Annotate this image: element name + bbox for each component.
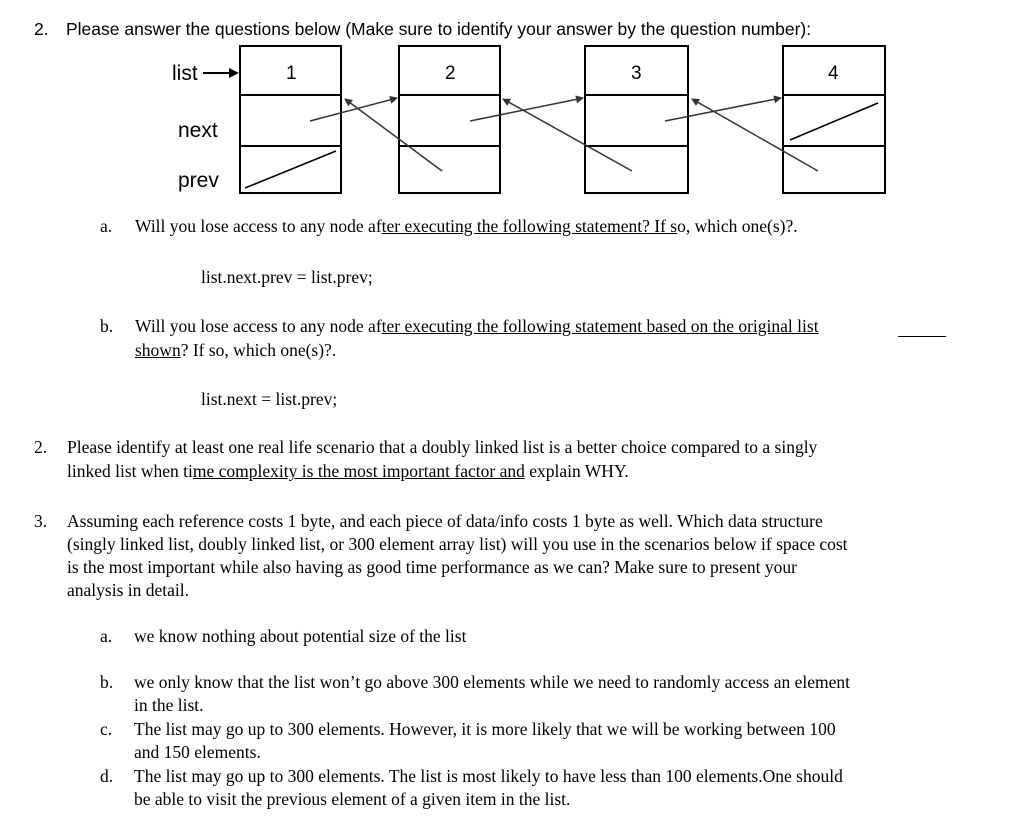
q3c-letter: c.	[100, 719, 113, 739]
q3c-text: The list may go up to 300 elements. However, it is more likely that we will be working between 100	[134, 719, 836, 739]
q3b-letter: b.	[100, 672, 114, 692]
list-pointer-arrowhead	[229, 68, 239, 78]
q3a-letter: a.	[100, 626, 113, 646]
q2b-line2-underlined: shown	[135, 340, 181, 360]
q3-line-2: (singly linked list, doubly linked list, or 300 element array list) will you use in the scenarios below if space cost	[67, 534, 848, 554]
q3-number: 3.	[34, 511, 48, 531]
q2-scenario-line1: Please identify at least one real life scenario that a doubly linked list is a better choice compared to a singly	[67, 437, 818, 457]
node-1-box	[240, 46, 341, 193]
q2a-code: list.next.prev = list.prev;	[201, 267, 373, 287]
q2a-text: Will you lose access to any node af	[135, 216, 382, 236]
prev-pointer-2-1	[345, 99, 442, 171]
q2b-text: Will you lose access to any node af	[135, 316, 382, 336]
q3-item-c	[100, 719, 836, 740]
prev-label: prev	[178, 169, 219, 192]
node-4-null-next	[790, 103, 878, 140]
q3-item-b	[100, 672, 850, 693]
q2-scenario-line2-tail: explain WHY.	[524, 461, 629, 481]
q2b-letter: b.	[100, 316, 114, 336]
node-3-box	[585, 46, 688, 193]
q2a-letter: a.	[100, 216, 113, 236]
q3-line-1	[34, 511, 823, 532]
q2-part-b-line2	[135, 340, 336, 361]
q3-item-a	[100, 626, 466, 647]
q2-scenario-line2	[67, 461, 629, 482]
node-1-null-prev	[245, 151, 336, 188]
q2-part-b	[100, 316, 819, 337]
q2b-line2-tail: ? If so, which one(s)?.	[180, 340, 337, 360]
prev-pointer-4-3	[692, 99, 818, 171]
q3b-text: we only know that the list won’t go above 300 elements while we need to randomly access an element	[134, 672, 851, 692]
q2a-text-tail: o, which one(s)?.	[677, 216, 798, 236]
q2b-text-underlined: ter executing the following statement based on the original list	[381, 316, 819, 336]
q2b-code: list.next = list.prev;	[201, 389, 338, 409]
q3d-line2: be able to visit the previous element of a given item in the list.	[134, 789, 571, 809]
next-pointer-2-3	[470, 98, 583, 121]
question-text: Please answer the questions below (Make sure to identify your answer by the question number):	[66, 19, 812, 39]
q2-scenario-number: 2.	[34, 437, 48, 457]
q2-scenario-line2-plain: linked list when ti	[67, 461, 193, 481]
prev-pointer-3-2	[503, 99, 632, 171]
node-2-value: 2	[445, 63, 456, 84]
node-4-box	[783, 46, 885, 193]
q2-scenario-line2-underlined: me complexity is the most important factor and	[192, 461, 525, 481]
q3b-line2: in the list.	[134, 695, 204, 715]
q2b-underline-extension	[898, 336, 946, 337]
list-label: list	[172, 62, 198, 85]
q2a-text-underlined: ter executing the following statement? If s	[381, 216, 678, 236]
q3-line-4: analysis in detail.	[67, 580, 189, 600]
next-label: next	[178, 119, 218, 142]
next-pointer-1-2	[310, 98, 397, 121]
q3-text-1: Assuming each reference costs 1 byte, and each piece of data/info costs 1 byte as well. Which data structure	[67, 511, 823, 531]
q3-item-d	[100, 766, 843, 787]
question-2-heading	[34, 19, 811, 40]
node-2-box	[399, 46, 500, 193]
q2-part-a	[100, 216, 798, 237]
next-pointer-3-4	[665, 98, 781, 121]
question-number: 2.	[34, 19, 49, 39]
q3c-line2: and 150 elements.	[134, 742, 261, 762]
node-4-value: 4	[828, 63, 839, 84]
q3a-text: we know nothing about potential size of the list	[134, 626, 467, 646]
q3d-text: The list may go up to 300 elements. The list is most likely to have less than 100 elements.One should	[134, 766, 843, 786]
node-3-value: 3	[631, 63, 642, 84]
node-1-value: 1	[286, 63, 297, 84]
q3d-letter: d.	[100, 766, 114, 786]
q2-scenario-question	[34, 437, 817, 458]
q3-line-3: is the most important while also having as good time performance as we can? Make sure to present your	[67, 557, 797, 577]
